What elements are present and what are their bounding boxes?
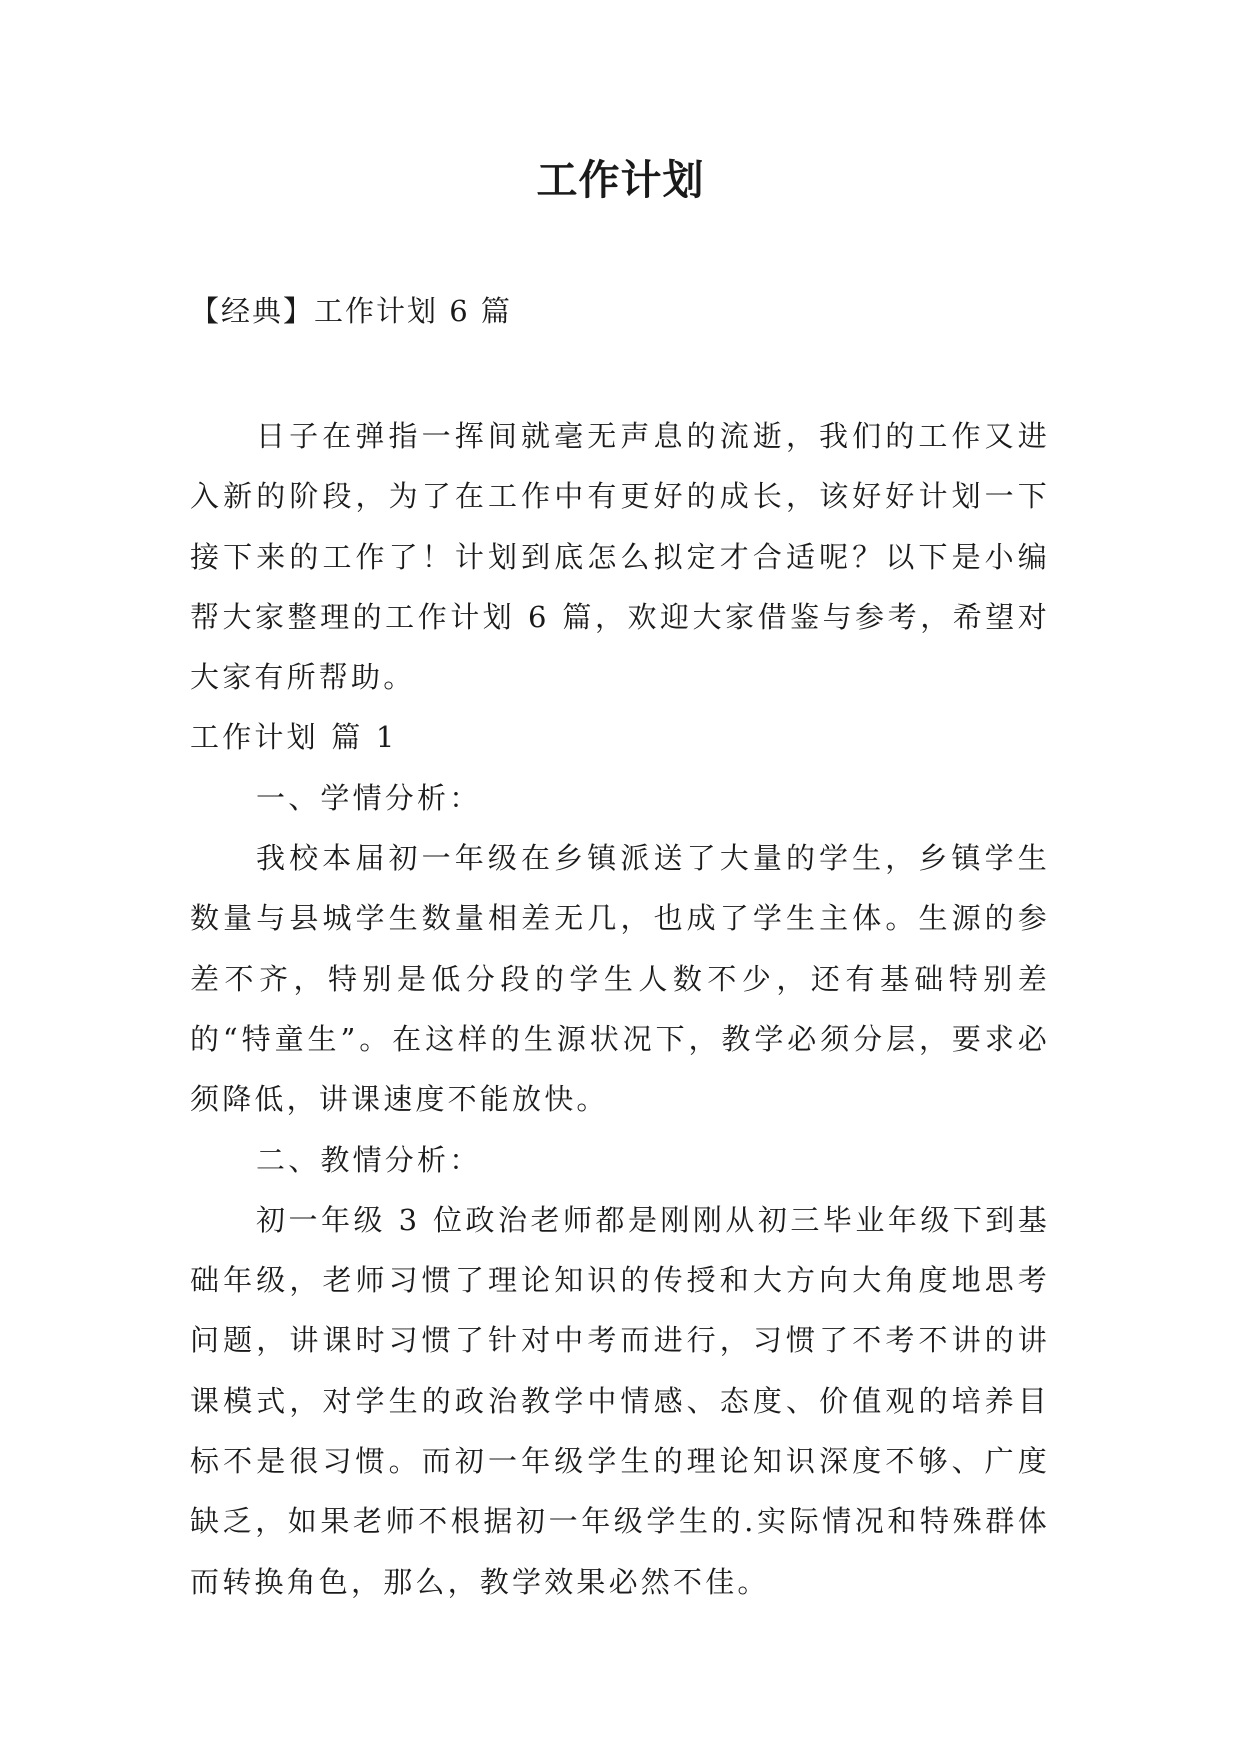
- body-paragraph: 初一年级 3 位政治老师都是刚刚从初三毕业年级下到基础年级，老师习惯了理论知识的传授和大方向大角度地思考问题，讲课时习惯了针对中考而进行，习惯了不考不讲的讲课模式，对学生的政治教学中情感、态度、价值观的培养目标不是很习惯。而初一年级学生的理论知识深度不够、广度缺乏，如果老师不根据初一年级学生的.实际情况和特殊群体而转换角色，那么，教学效果必然不佳。: [190, 1202, 1050, 1599]
- section-heading: 工作计划 篇 1: [190, 720, 398, 755]
- subsection-heading: 二、教情分析：: [256, 1142, 482, 1177]
- subsection-heading: 一、学情分析：: [256, 780, 482, 815]
- document-subtitle: 【经典】工作计划 6 篇: [190, 294, 512, 328]
- document-body: [190, 406, 1050, 1612]
- body-paragraph: 我校本届初一年级在乡镇派送了大量的学生，乡镇学生数量与县城学生数量相差无几，也成了学生主体。生源的参差不齐，特别是低分段的学生人数不少，还有基础特别差的“特童生”。在这样的生源状况下，教学必须分层，要求必须降低，讲课速度不能放快。: [190, 841, 1050, 1117]
- intro-paragraph: 日子在弹指一挥间就毫无声息的流逝，我们的工作又进入新的阶段，为了在工作中有更好的成长，该好好计划一下接下来的工作了！计划到底怎么拟定才合适呢？以下是小编帮大家整理的工作计划 6 篇，欢迎大家借鉴与参考，希望对大家有所帮助。: [190, 419, 1050, 695]
- document-title: 工作计划: [536, 156, 705, 204]
